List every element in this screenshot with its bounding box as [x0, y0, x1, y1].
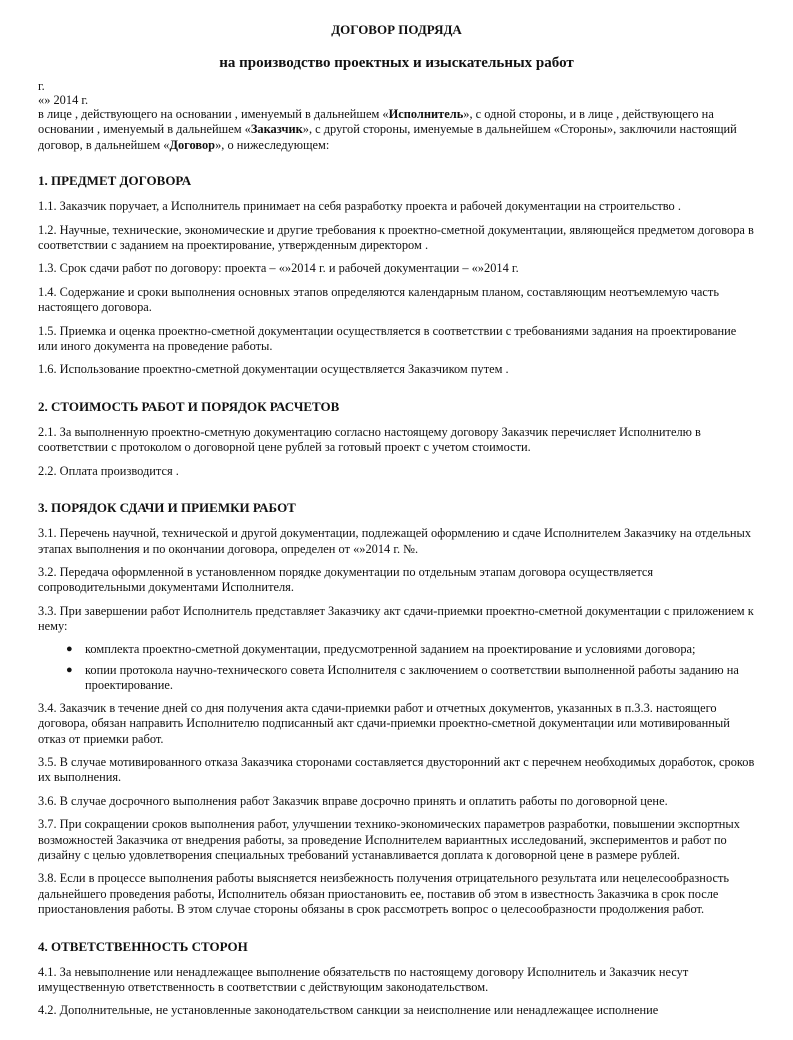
city-line: г. [38, 79, 45, 93]
clause-paragraph: 2.1. За выполненную проектно-сметную документацию согласно настоящему договору Заказчик перечисляет Исполнителю в соответствии с протоколом о договорной цене рублей за готовый проект с учетом стоимости. [38, 424, 701, 455]
document-subtitle: на производство проектных и изыскательных работ [219, 55, 574, 71]
clause-paragraph: 1.6. Использование проектно-сметной документации осуществляется Заказчиком путем . [38, 362, 509, 377]
clause-paragraph: 1.1. Заказчик поручает, а Исполнитель принимает на себя разработку проекта и рабочей документации на строительство . [38, 199, 681, 214]
list-item-text: копии протокола научно-технического совета Исполнителя с заключением о соответствии выполненной работы заданию на проектирование. [85, 662, 739, 693]
preamble-text: », с одной стороны, и в лице , действующего на основании , именуемый в дальнейшем « [38, 107, 714, 137]
section-heading: 1. ПРЕДМЕТ ДОГОВОРА [38, 173, 192, 189]
clause-paragraph: 3.3. При завершении работ Исполнитель представляет Заказчику акт сдачи-приемки проектно-сметной документации с приложением к нему: [38, 603, 754, 634]
preamble-defined-term: Исполнитель [388, 107, 464, 121]
clause-paragraph: 3.5. В случае мотивированного отказа Заказчика сторонами составляется двусторонний акт с перечнем необходимых доработок, сроков их выполнения. [38, 754, 755, 785]
clause-paragraph: 4.2. Дополнительные, не установленные законодательством санкции за неисполнение или ненадлежащее исполнение [38, 1003, 659, 1018]
clause-paragraph: 1.2. Научные, технические, экономические и другие требования к проектно-сметной документации, являющейся предметом договора в соответствии с заданием на проектирование, утвержденным директором . [38, 222, 754, 253]
section-heading: 2. СТОИМОСТЬ РАБОТ И ПОРЯДОК РАСЧЕТОВ [38, 398, 340, 414]
preamble-defined-term: Договор [169, 137, 216, 152]
list-item [66, 641, 755, 657]
date-line: «» 2014 г. [38, 93, 89, 107]
clause-paragraph: 3.1. Перечень научной, технической и другой документации, подлежащей оформлению и сдаче Исполнителем Заказчику на отдельных этапах выполнения и по окончании договора, определен от «»2014 г. №. [38, 526, 752, 556]
clause-paragraph: 3.2. Передача оформленной в установленном порядке документации по отдельным этапам договора осуществляется сопроводительными документами Исполнителя. [38, 564, 654, 595]
clause-paragraph: 3.4. Заказчик в течение дней со дня получения акта сдачи-приемки работ и отчетных документов, указанных в п.3.3. настоящего договора, обязан направить Исполнителю подписанный акт сдачи-приемки проектно-сметной документации или мотивированный отказ от приемки работ. [38, 700, 730, 746]
section-heading: 4. ОТВЕТСТВЕННОСТЬ СТОРОН [38, 938, 248, 954]
preamble-text: в лице , действующего на основании , именуемый в дальнейшем « [38, 107, 389, 121]
bullet-icon: ● [66, 663, 73, 676]
clause-paragraph: 3.7. При сокращении сроков выполнения работ, улучшении технико-экономических параметров разработки, повышении экспортных возможностей Заказчика от внедрения работы, за проведение Исполнителем вариантных исследований, экспериментов и работ по дизайну с целью удовлетворения специальных требований устанавливается доплата к договорной цене в размере рублей. [38, 817, 740, 862]
list-item-text: комплекта проектно-сметной документации, предусмотренной заданием на проектирование и условиями договора; [85, 641, 696, 656]
bullet-list [38, 642, 755, 694]
preamble [38, 107, 755, 153]
preamble-defined-term: Заказчик [250, 122, 303, 137]
clause-paragraph: 3.6. В случае досрочного выполнения работ Заказчик вправе досрочно принять и оплатить работы по договорной цене. [38, 793, 668, 808]
clause-paragraph: 1.3. Срок сдачи работ по договору: проекта – «»2014 г. и рабочей документации – «»2014 г. [38, 261, 519, 276]
preamble-text: », о нижеследующем: [215, 137, 330, 152]
clause-paragraph: 3.8. Если в процессе выполнения работы выясняется неизбежность получения отрицательного результата или нецелесообразность дальнейшего проведения работы, Исполнитель обязан приостановить ее, поставив об этом в известность Заказчика в срок после приостановления работы. В этом случае стороны обязаны в срок рассмотреть вопрос о целесообразности продолжения работ. [38, 871, 730, 917]
list-item [66, 662, 755, 694]
sections-container [38, 173, 755, 1019]
preamble-text: », с другой стороны, именуемые в дальнейшем «Стороны», заключили настоящий договор, в дальнейшем « [38, 122, 737, 152]
bullet-icon: ● [66, 642, 73, 655]
section-heading: 3. ПОРЯДОК СДАЧИ И ПРИЕМКИ РАБОТ [38, 500, 296, 516]
document-title: ДОГОВОР ПОДРЯДА [331, 22, 462, 37]
clause-paragraph: 4.1. За невыполнение или ненадлежащее выполнение обязательств по настоящему договору Исполнитель и Заказчик несут имущественную ответственность в соответствии с действующим законодательством. [38, 964, 689, 995]
clause-paragraph: 1.4. Содержание и сроки выполнения основных этапов определяются календарным планом, составляющим неотъемлемую часть настоящего договора. [38, 284, 719, 315]
clause-paragraph: 2.2. Оплата производится . [38, 463, 179, 478]
clause-paragraph: 1.5. Приемка и оценка проектно-сметной документации осуществляется в соответствии с требованиями задания на проектирование или иного документа на проведение работы. [38, 323, 737, 354]
